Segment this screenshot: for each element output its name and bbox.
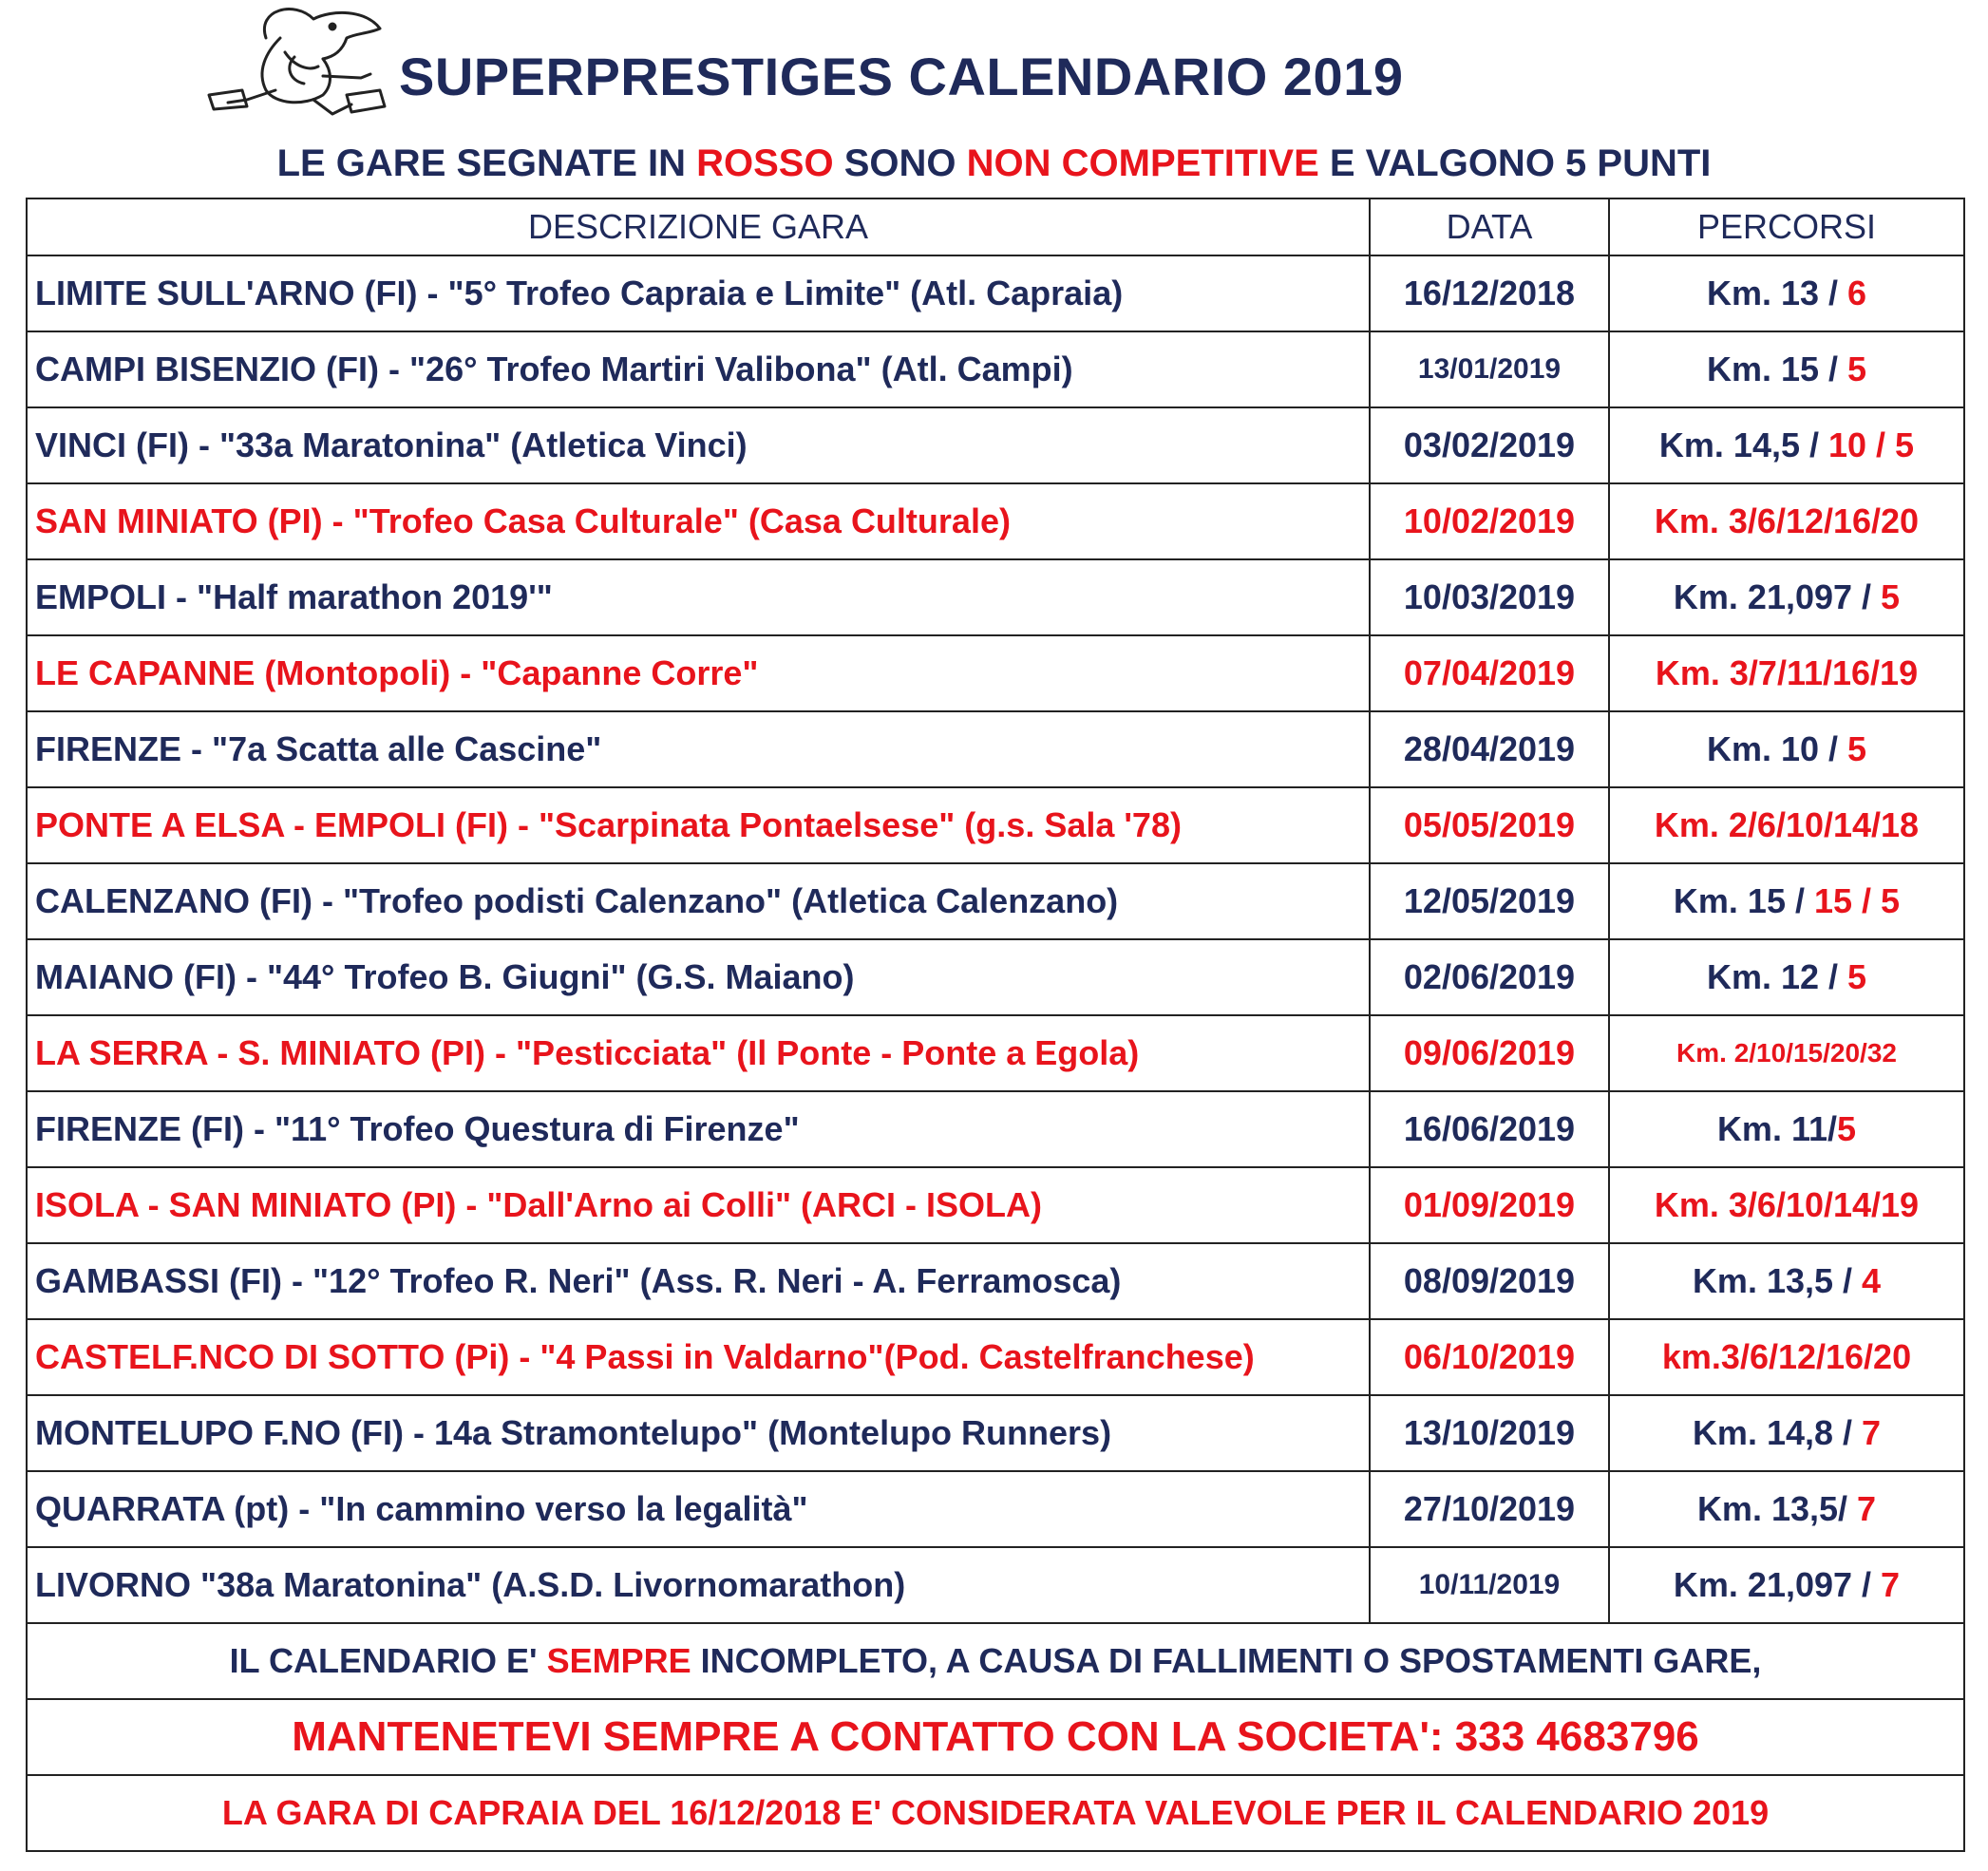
- page-title: SUPERPRESTIGES CALENDARIO 2019: [399, 47, 1404, 106]
- text-segment: LE GARE SEGNATE IN: [276, 142, 697, 184]
- race-description: QUARRATA (pt) - "In cammino verso la legalità": [27, 1471, 1370, 1547]
- race-routes: [1609, 787, 1964, 863]
- race-description: EMPOLI - "Half marathon 2019'": [27, 559, 1370, 635]
- table-row: [27, 711, 1964, 787]
- table-row: [27, 331, 1964, 407]
- footer-row-2: [27, 1699, 1964, 1775]
- race-description: SAN MINIATO (PI) - "Trofeo Casa Culturale" (Casa Culturale): [27, 483, 1370, 559]
- race-date: 08/09/2019: [1370, 1243, 1609, 1319]
- race-date: 27/10/2019: [1370, 1471, 1609, 1547]
- text-segment: 7: [1862, 1413, 1882, 1452]
- race-date: 05/05/2019: [1370, 787, 1609, 863]
- text-segment: NON COMPETITIVE: [966, 142, 1319, 184]
- race-description: FIRENZE - "7a Scatta alle Cascine": [27, 711, 1370, 787]
- table-row: [27, 1243, 1964, 1319]
- race-routes: [1609, 1319, 1964, 1395]
- race-description: LE CAPANNE (Montopoli) - "Capanne Corre": [27, 635, 1370, 711]
- column-header-routes: PERCORSI: [1609, 198, 1964, 255]
- text-segment: Km. 21,097 /: [1673, 1565, 1882, 1604]
- text-segment: E VALGONO 5 PUNTI: [1318, 142, 1712, 184]
- race-routes: [1609, 559, 1964, 635]
- race-description: CASTELF.NCO DI SOTTO (Pi) - "4 Passi in Valdarno"(Pod. Castelfranchese): [27, 1319, 1370, 1395]
- text-segment: 5: [1847, 729, 1867, 768]
- race-description: VINCI (FI) - "33a Maratonina" (Atletica Vinci): [27, 407, 1370, 483]
- table-row: [27, 1015, 1964, 1091]
- text-segment: Km. 2/6/10/14/18: [1654, 805, 1920, 844]
- text-segment: 5: [1847, 350, 1867, 388]
- text-segment: 5: [1847, 957, 1867, 996]
- race-description: ISOLA - SAN MINIATO (PI) - "Dall'Arno ai Colli" (ARCI - ISOLA): [27, 1167, 1370, 1243]
- table-row: [27, 1471, 1964, 1547]
- text-segment: Km. 15 /: [1706, 350, 1848, 388]
- table-header-row: [27, 198, 1964, 255]
- footer-row-3: [27, 1775, 1964, 1851]
- footer-note-capraia: LA GARA DI CAPRAIA DEL 16/12/2018 E' CONSIDERATA VALEVOLE PER IL CALENDARIO 2019: [27, 1775, 1964, 1851]
- race-description: CALENZANO (FI) - "Trofeo podisti Calenzano" (Atletica Calenzano): [27, 863, 1370, 939]
- race-date: 09/06/2019: [1370, 1015, 1609, 1091]
- race-routes: [1609, 939, 1964, 1015]
- race-date: 16/06/2019: [1370, 1091, 1609, 1167]
- text-segment: IL CALENDARIO E': [229, 1641, 547, 1680]
- race-description: FIRENZE (FI) - "11° Trofeo Questura di Firenze": [27, 1091, 1370, 1167]
- race-routes: [1609, 1395, 1964, 1471]
- race-date: 10/02/2019: [1370, 483, 1609, 559]
- text-segment: Km. 3/6/10/14/19: [1654, 1185, 1920, 1224]
- text-segment: Km. 15 /: [1673, 881, 1814, 920]
- race-date: 06/10/2019: [1370, 1319, 1609, 1395]
- race-routes: [1609, 1091, 1964, 1167]
- text-segment: Km. 10 /: [1706, 729, 1848, 768]
- race-date: 13/01/2019: [1370, 331, 1609, 407]
- text-segment: 7: [1881, 1565, 1901, 1604]
- table-row: [27, 939, 1964, 1015]
- text-segment: SEMPRE: [546, 1641, 691, 1680]
- table-row: [27, 1091, 1964, 1167]
- race-routes: [1609, 1015, 1964, 1091]
- race-description: MONTELUPO F.NO (FI) - 14a Stramontelupo" (Montelupo Runners): [27, 1395, 1370, 1471]
- text-segment: 6: [1847, 274, 1867, 312]
- race-date: 02/06/2019: [1370, 939, 1609, 1015]
- text-segment: 5: [1837, 1109, 1857, 1148]
- race-routes: [1609, 483, 1964, 559]
- race-date: 10/03/2019: [1370, 559, 1609, 635]
- column-header-date: DATA: [1370, 198, 1609, 255]
- running-dog-logo-icon: [190, 0, 408, 128]
- text-segment: 7: [1857, 1489, 1877, 1528]
- table-row: [27, 483, 1964, 559]
- text-segment: Km. 2/10/15/20/32: [1676, 1038, 1897, 1068]
- table-row: [27, 559, 1964, 635]
- footer-row-1: [27, 1623, 1964, 1699]
- race-calendar-table: [26, 198, 1965, 1852]
- table-row: [27, 407, 1964, 483]
- race-description: GAMBASSI (FI) - "12° Trofeo R. Neri" (Ass. R. Neri - A. Ferramosca): [27, 1243, 1370, 1319]
- text-segment: Km. 3/6/12/16/20: [1654, 501, 1920, 540]
- race-routes: [1609, 1547, 1964, 1623]
- text-segment: Km. 11/: [1716, 1109, 1838, 1148]
- race-description: PONTE A ELSA - EMPOLI (FI) - "Scarpinata Pontaelsese" (g.s. Sala '78): [27, 787, 1370, 863]
- race-routes: [1609, 1167, 1964, 1243]
- footer-note-contact: MANTENETEVI SEMPRE A CONTATTO CON LA SOCIETA': 333 4683796: [27, 1699, 1964, 1775]
- table-row: [27, 1395, 1964, 1471]
- race-description: LIMITE SULL'ARNO (FI) - "5° Trofeo Capraia e Limite" (Atl. Capraia): [27, 255, 1370, 331]
- text-segment: Km. 13 /: [1706, 274, 1848, 312]
- text-segment: Km. 14,5 /: [1658, 425, 1828, 464]
- race-description: LA SERRA - S. MINIATO (PI) - "Pesticciata" (Il Ponte - Ponte a Egola): [27, 1015, 1370, 1091]
- race-description: LIVORNO "38a Maratonina" (A.S.D. Livornomarathon): [27, 1547, 1370, 1623]
- table-row: [27, 1167, 1964, 1243]
- race-routes: [1609, 255, 1964, 331]
- race-routes: [1609, 1243, 1964, 1319]
- text-segment: Km. 14,8 /: [1692, 1413, 1863, 1452]
- text-segment: 5: [1881, 577, 1901, 616]
- table-row: [27, 255, 1964, 331]
- text-segment: Km. 3/7/11/16/19: [1655, 653, 1919, 692]
- race-date: 07/04/2019: [1370, 635, 1609, 711]
- table-row: [27, 787, 1964, 863]
- subtitle: [0, 142, 1988, 185]
- text-segment: INCOMPLETO, A CAUSA DI FALLIMENTI O SPOSTAMENTI GARE,: [691, 1641, 1762, 1680]
- race-date: 13/10/2019: [1370, 1395, 1609, 1471]
- column-header-description: DESCRIZIONE GARA: [27, 198, 1370, 255]
- race-routes: [1609, 635, 1964, 711]
- text-segment: Km. 13,5/: [1696, 1489, 1858, 1528]
- race-date: 28/04/2019: [1370, 711, 1609, 787]
- text-segment: ROSSO: [696, 142, 834, 184]
- race-date: 03/02/2019: [1370, 407, 1609, 483]
- race-date: 10/11/2019: [1370, 1547, 1609, 1623]
- race-routes: [1609, 1471, 1964, 1547]
- text-segment: SONO: [833, 142, 967, 184]
- text-segment: Km. 12 /: [1706, 957, 1848, 996]
- race-routes: [1609, 407, 1964, 483]
- text-segment: Km. 21,097 /: [1673, 577, 1882, 616]
- text-segment: 10 / 5: [1828, 425, 1915, 464]
- race-routes: [1609, 863, 1964, 939]
- race-date: 16/12/2018: [1370, 255, 1609, 331]
- race-date: 12/05/2019: [1370, 863, 1609, 939]
- text-segment: km.3/6/12/16/20: [1661, 1337, 1912, 1376]
- race-description: CAMPI BISENZIO (FI) - "26° Trofeo Martiri Valibona" (Atl. Campi): [27, 331, 1370, 407]
- table-row: [27, 1319, 1964, 1395]
- text-segment: 15 / 5: [1813, 881, 1901, 920]
- table-row: [27, 1547, 1964, 1623]
- race-date: 01/09/2019: [1370, 1167, 1609, 1243]
- table-row: [27, 635, 1964, 711]
- text-segment: 4: [1862, 1261, 1882, 1300]
- footer-note-incomplete: [27, 1623, 1964, 1699]
- text-segment: Km. 13,5 /: [1692, 1261, 1863, 1300]
- race-routes: [1609, 331, 1964, 407]
- race-routes: [1609, 711, 1964, 787]
- race-description: MAIANO (FI) - "44° Trofeo B. Giugni" (G.S. Maiano): [27, 939, 1370, 1015]
- table-row: [27, 863, 1964, 939]
